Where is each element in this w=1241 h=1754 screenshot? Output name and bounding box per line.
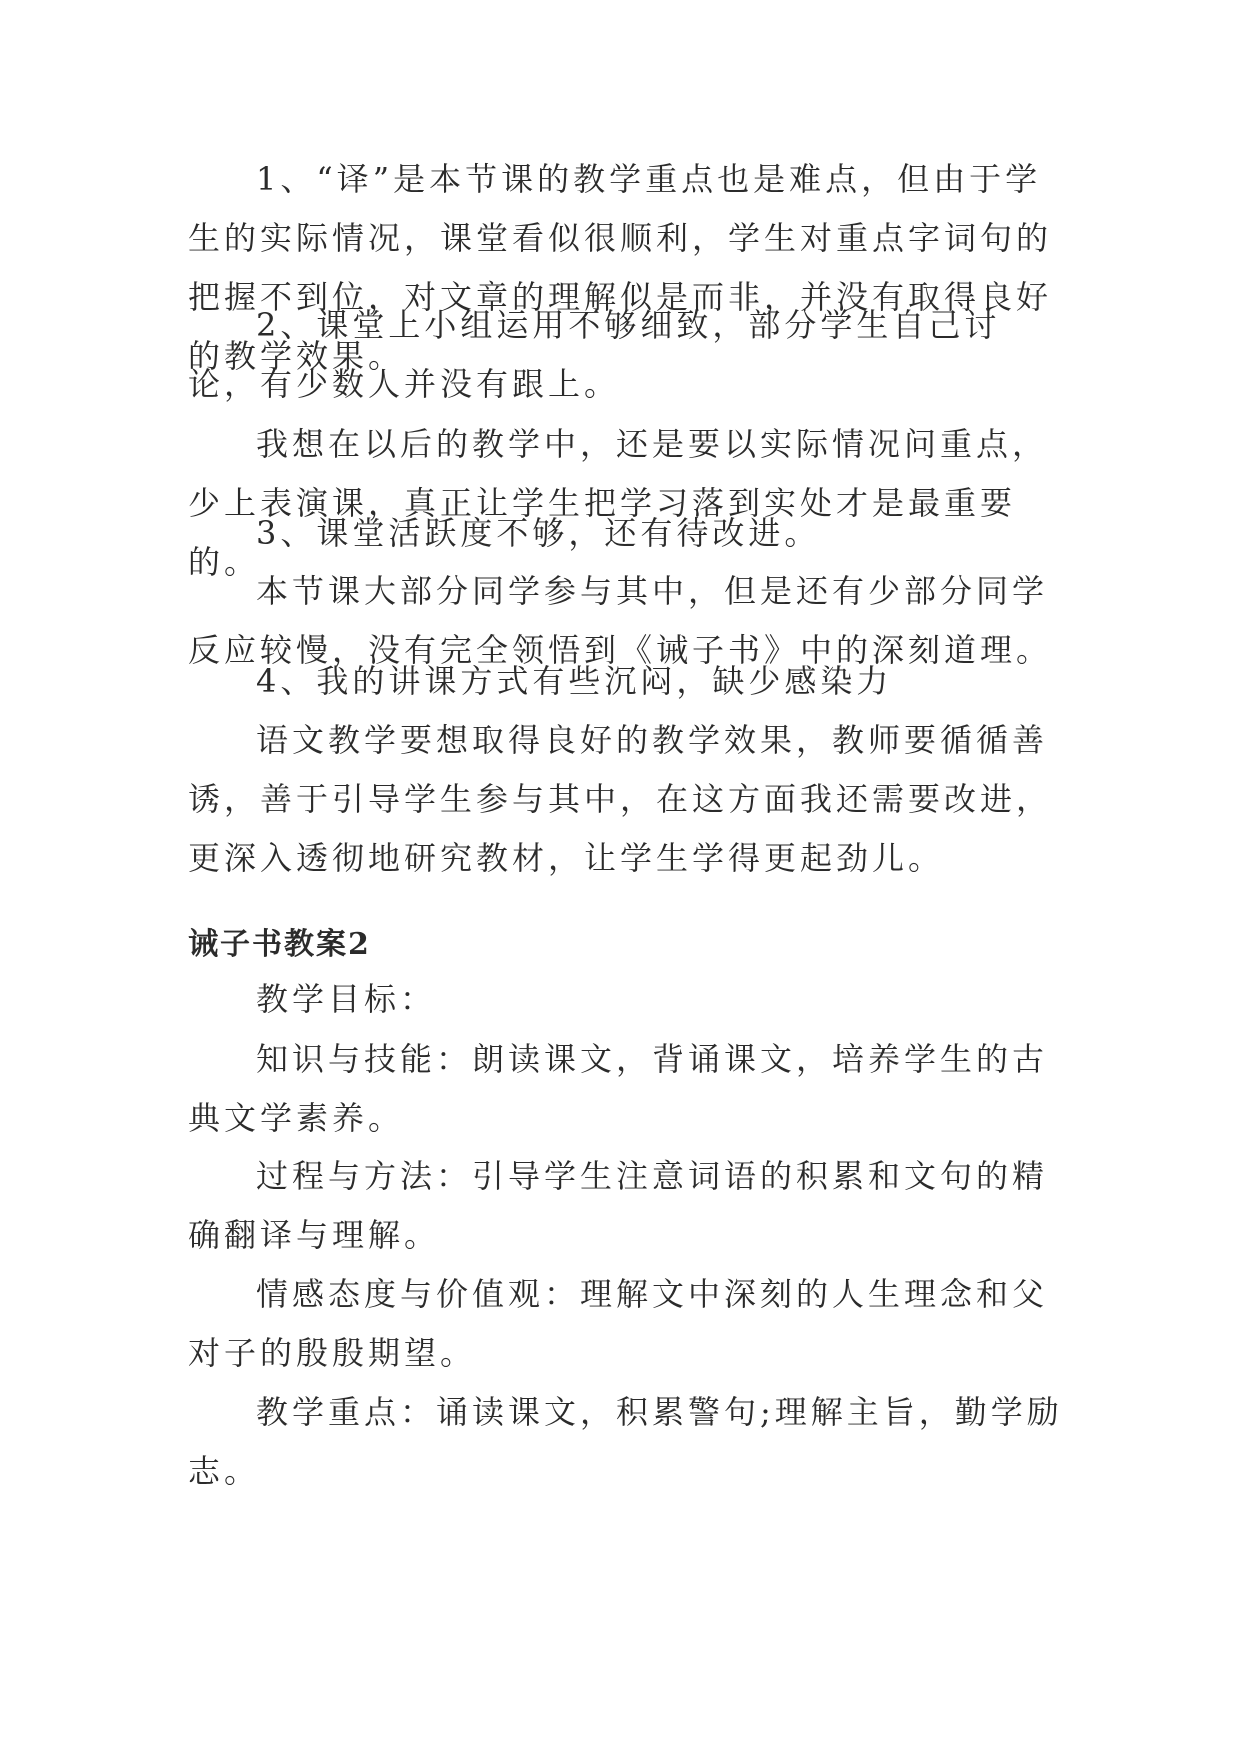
- paragraph-teaching-guidance: 语文教学要想取得良好的教学效果，教师要循循善诱，善于引导学生参与其中，在这方面我还需要改进，更深入透彻地研究教材，让学生学得更起劲儿。: [188, 721, 1053, 877]
- paragraph-reflection-4: 4、我的讲课方式有些沉闷，缺少感染力: [256, 662, 893, 700]
- paragraph-reflection-1: 1、“译”是本节课的教学重点也是难点，但由于学生的实际情况，课堂看似很顺利，学生对重点字词句的把握不到位，对文章的理解似是而非，并没有取得良好的教学效果。: [188, 160, 1053, 375]
- paragraph-knowledge-skills: 知识与技能：朗读课文，背诵课文，培养学生的古典文学素养。: [188, 1040, 1049, 1137]
- section-title: 诫子书教案2: [188, 927, 371, 962]
- paragraph-improvement-plan: 我想在以后的教学中，还是要以实际情况问重点，少上表演课，真正让学生把学习落到实处才是最重要的。: [188, 425, 1049, 581]
- paragraph-reflection-2: 2、课堂上小组运用不够细致，部分学生自己讨论，有少数人并没有跟上。: [188, 306, 1001, 403]
- paragraph-emotion-values: 情感态度与价值观：理解文中深刻的人生理念和父对子的殷殷期望。: [188, 1275, 1049, 1372]
- paragraph-teaching-goals: 教学目标：: [256, 980, 437, 1018]
- paragraph-process-method: 过程与方法：引导学生注意词语的积累和文句的精确翻译与理解。: [188, 1157, 1049, 1254]
- paragraph-teaching-focus: 教学重点：诵读课文，积累警句;理解主旨，勤学励志。: [188, 1393, 1063, 1490]
- paragraph-reflection-3: 3、课堂活跃度不够，还有待改进。: [256, 514, 821, 552]
- paragraph-student-participation: 本节课大部分同学参与其中，但是还有少部分同学反应较慢，没有完全领悟到《诫子书》中的深刻道理。: [188, 572, 1053, 669]
